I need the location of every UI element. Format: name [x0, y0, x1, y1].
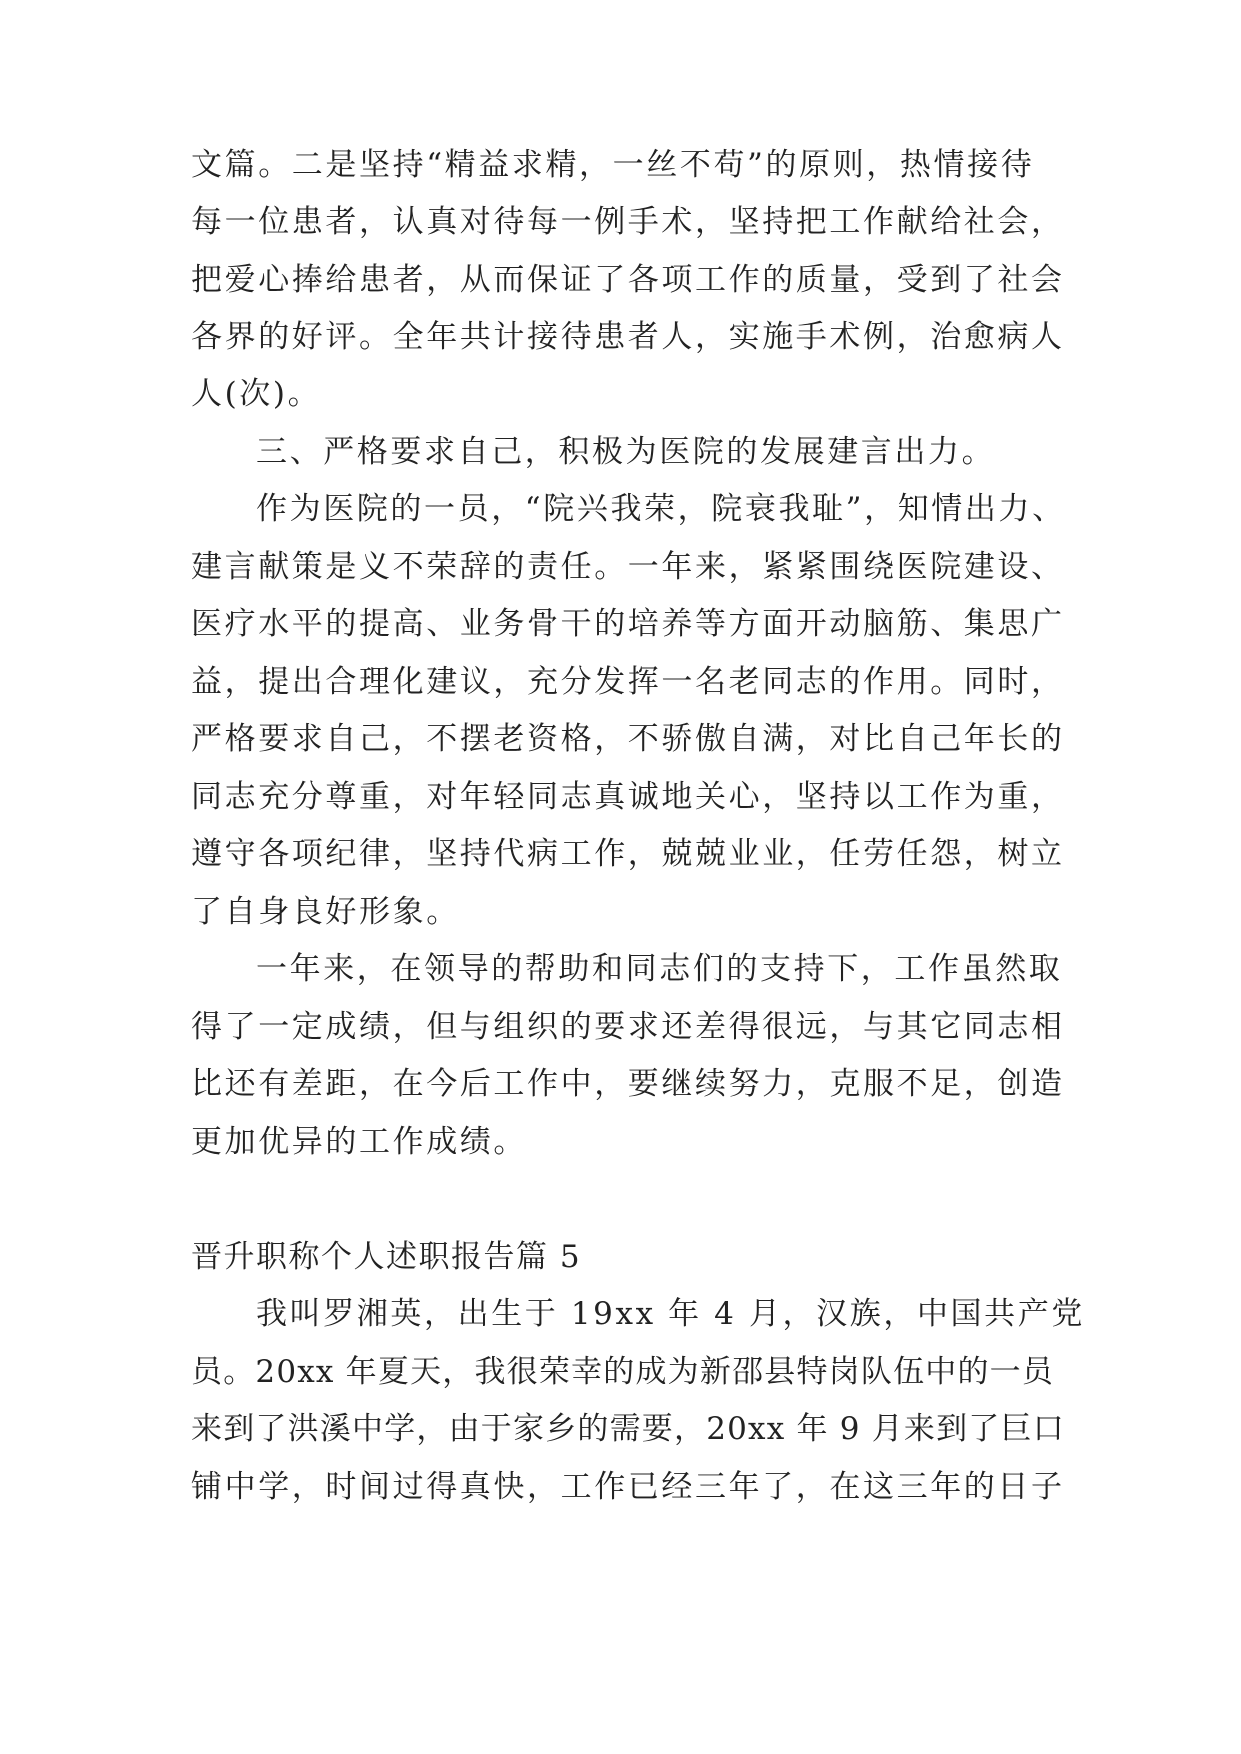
- text-line: 每一位患者，认真对待每一例手术，坚持把工作献给社会，: [191, 204, 1065, 240]
- text-line: 文篇。二是坚持“精益求精，一丝不苟”的原则，热情接待: [191, 147, 1035, 183]
- text-line: 严格要求自己，不摆老资格，不骄傲自满，对比自己年长的: [191, 721, 1065, 757]
- section-heading: 三、严格要求自己，积极为医院的发展建言出力。: [256, 434, 996, 470]
- text-line: 来到了洪溪中学，由于家乡的需要，20xx 年 9 月来到了巨口: [191, 1411, 1065, 1447]
- text-line: 遵守各项纪律，坚持代病工作，兢兢业业，任劳任怨，树立: [191, 836, 1065, 872]
- paragraph-first-line: 作为医院的一员，“院兴我荣，院衰我耻”，知情出力、: [256, 491, 1066, 527]
- text-line: 把爱心捧给患者，从而保证了各项工作的质量，受到了社会: [191, 262, 1065, 298]
- article-heading: 晋升职称个人述职报告篇 5: [191, 1239, 582, 1275]
- text-line: 建言献策是义不荣辞的责任。一年来，紧紧围绕医院建设、: [191, 549, 1065, 585]
- text-line: 同志充分尊重，对年轻同志真诚地关心，坚持以工作为重，: [191, 779, 1065, 815]
- text-line: 员。20xx 年夏天，我很荣幸的成为新邵县特岗队伍中的一员: [191, 1354, 1055, 1390]
- text-line: 得了一定成绩，但与组织的要求还差得很远，与其它同志相: [191, 1009, 1065, 1045]
- paragraph-first-line: 一年来，在领导的帮助和同志们的支持下，工作虽然取: [256, 951, 1063, 987]
- text-line: 各界的好评。全年共计接待患者人，实施手术例，治愈病人: [191, 319, 1065, 355]
- text-line: 更加优异的工作成绩。: [191, 1124, 527, 1160]
- text-line: 铺中学，时间过得真快，工作已经三年了，在这三年的日子: [191, 1469, 1065, 1505]
- text-line: 人(次)。: [191, 376, 322, 412]
- paragraph-first-line: 我叫罗湘英，出生于 19xx 年 4 月，汉族，中国共产党: [256, 1296, 1085, 1332]
- text-line: 了自身良好形象。: [191, 894, 460, 930]
- text-line: 益，提出合理化建议，充分发挥一名老同志的作用。同时，: [191, 664, 1065, 700]
- text-line: 医疗水平的提高、业务骨干的培养等方面开动脑筋、集思广: [191, 606, 1065, 642]
- text-line: 比还有差距，在今后工作中，要继续努力，克服不足，创造: [191, 1066, 1065, 1102]
